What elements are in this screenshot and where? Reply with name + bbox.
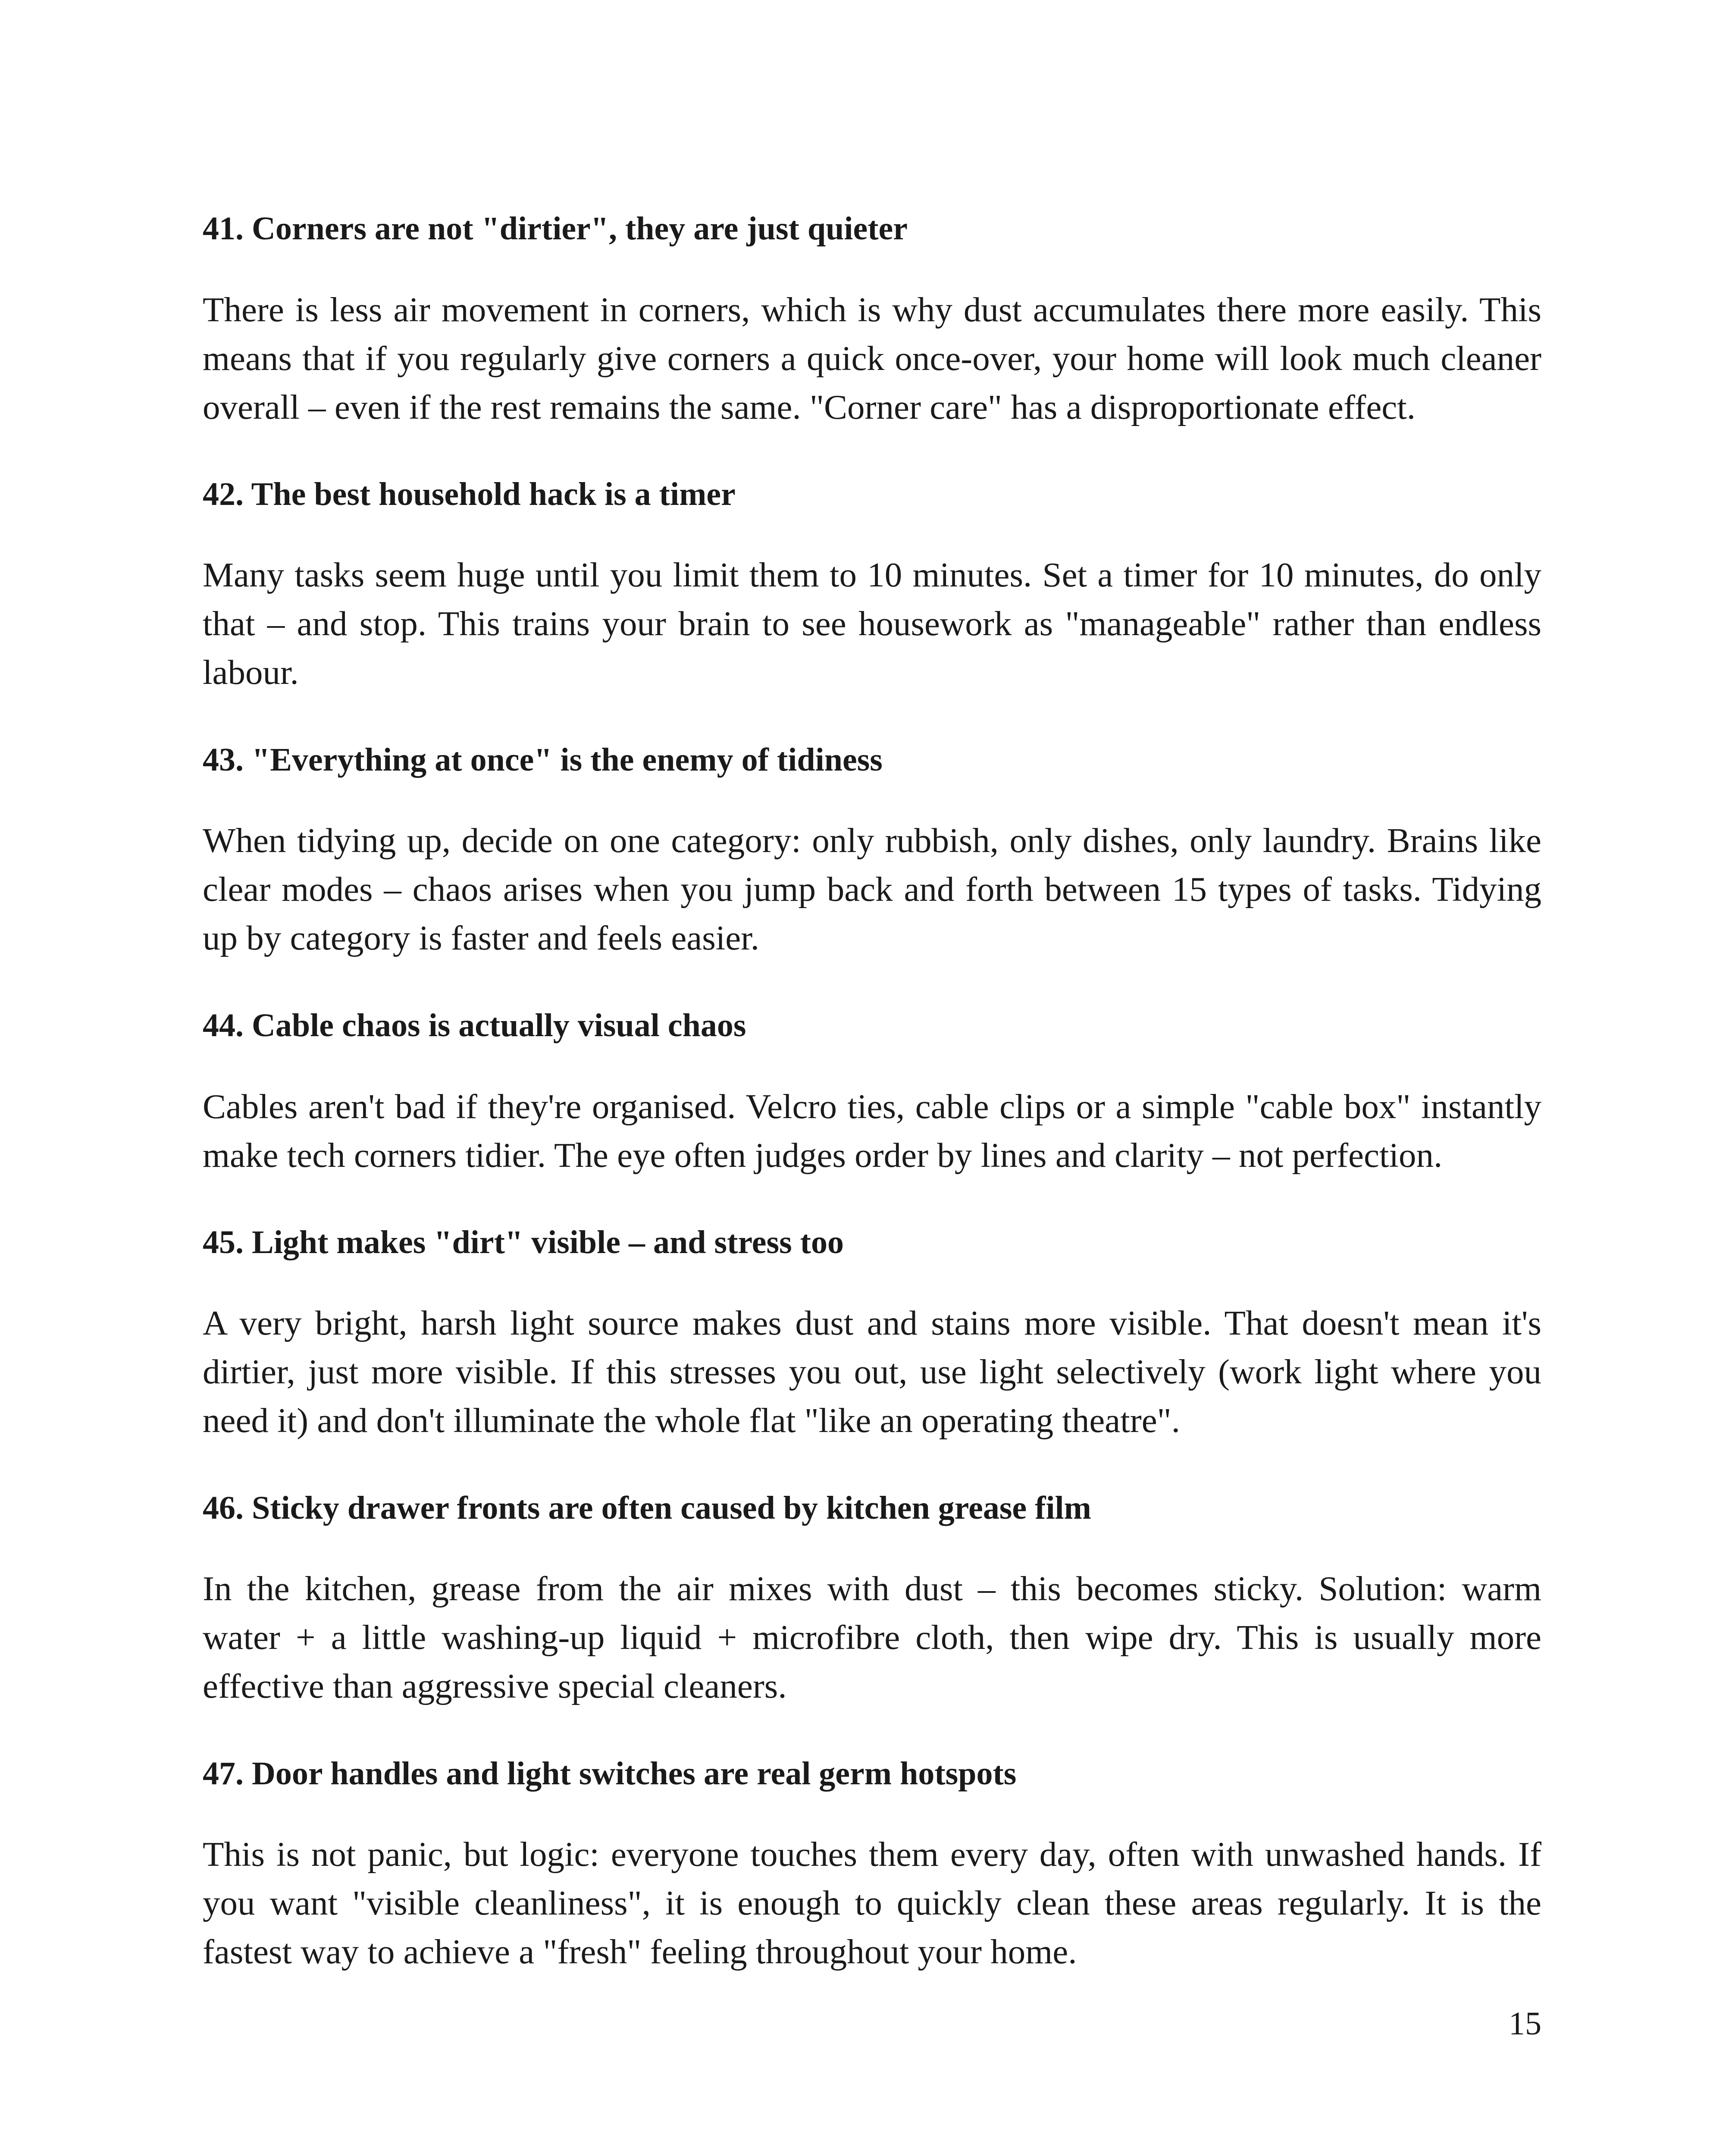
paragraph-line: When tidying up, decide on one category: only rubbish, only dishes, only laundry. Brains like [203,821,1541,860]
paragraph-line: need it) and don't illuminate the whole flat "like an operating theatre". [203,1401,1180,1440]
paragraph-line: up by category is faster and feels easier. [203,918,759,957]
paragraph-line: Many tasks seem huge until you limit them to 10 minutes. Set a timer for 10 minutes, do only [203,555,1541,594]
section-paragraph [203,551,1541,697]
section-heading: 41. Corners are not "dirtier", they are just quieter [203,210,908,247]
section-paragraph [203,816,1541,962]
section-paragraph [203,285,1541,432]
paragraph-line: A very bright, harsh light source makes dust and stains more visible. That doesn't mean it's [203,1304,1541,1342]
section-paragraph [203,1082,1541,1180]
paragraph-line: make tech corners tidier. The eye often judges order by lines and clarity – not perfection. [203,1136,1443,1175]
section-heading: 46. Sticky drawer fronts are often caused by kitchen grease film [203,1490,1091,1526]
paragraph-line: fastest way to achieve a "fresh" feeling throughout your home. [203,1932,1077,1971]
paragraph-line: water + a little washing-up liquid + microfibre cloth, then wipe dry. This is usually more [203,1618,1541,1657]
section-heading: 44. Cable chaos is actually visual chaos [203,1007,746,1044]
section-heading: 43. "Everything at once" is the enemy of tidiness [203,742,883,778]
paragraph-line: that – and stop. This trains your brain to see housework as "manageable" rather than endless [203,604,1541,643]
section-heading: 42. The best household hack is a timer [203,476,736,512]
paragraph-line: effective than aggressive special cleaners. [203,1667,787,1705]
paragraph-line: you want "visible cleanliness", it is enough to quickly clean these areas regularly. It is the [203,1883,1541,1922]
section-paragraph [203,1299,1541,1445]
paragraph-line: means that if you regularly give corners a quick once-over, your home will look much cleaner [203,339,1541,378]
section-paragraph [203,1830,1541,1976]
paragraph-line: labour. [203,653,299,692]
paragraph-line: In the kitchen, grease from the air mixes with dust – this becomes sticky. Solution: warm [203,1569,1541,1608]
page-number: 15 [1509,2006,1541,2042]
section-heading: 47. Door handles and light switches are real germ hotspots [203,1755,1017,1792]
paragraph-line: clear modes – chaos arises when you jump back and forth between 15 types of tasks. Tidying [203,870,1541,909]
paragraph-line: There is less air movement in corners, which is why dust accumulates there more easily. This [203,290,1541,329]
section-heading: 45. Light makes "dirt" visible – and stress too [203,1224,844,1260]
paragraph-line: overall – even if the rest remains the same. "Corner care" has a disproportionate effect. [203,388,1416,426]
paragraph-line: dirtier, just more visible. If this stresses you out, use light selectively (work light where you [203,1352,1541,1391]
paragraph-line: Cables aren't bad if they're organised. Velcro ties, cable clips or a simple "cable box" instantly [203,1087,1541,1126]
paragraph-line: This is not panic, but logic: everyone touches them every day, often with unwashed hands. If [203,1835,1541,1874]
section-paragraph [203,1564,1541,1711]
